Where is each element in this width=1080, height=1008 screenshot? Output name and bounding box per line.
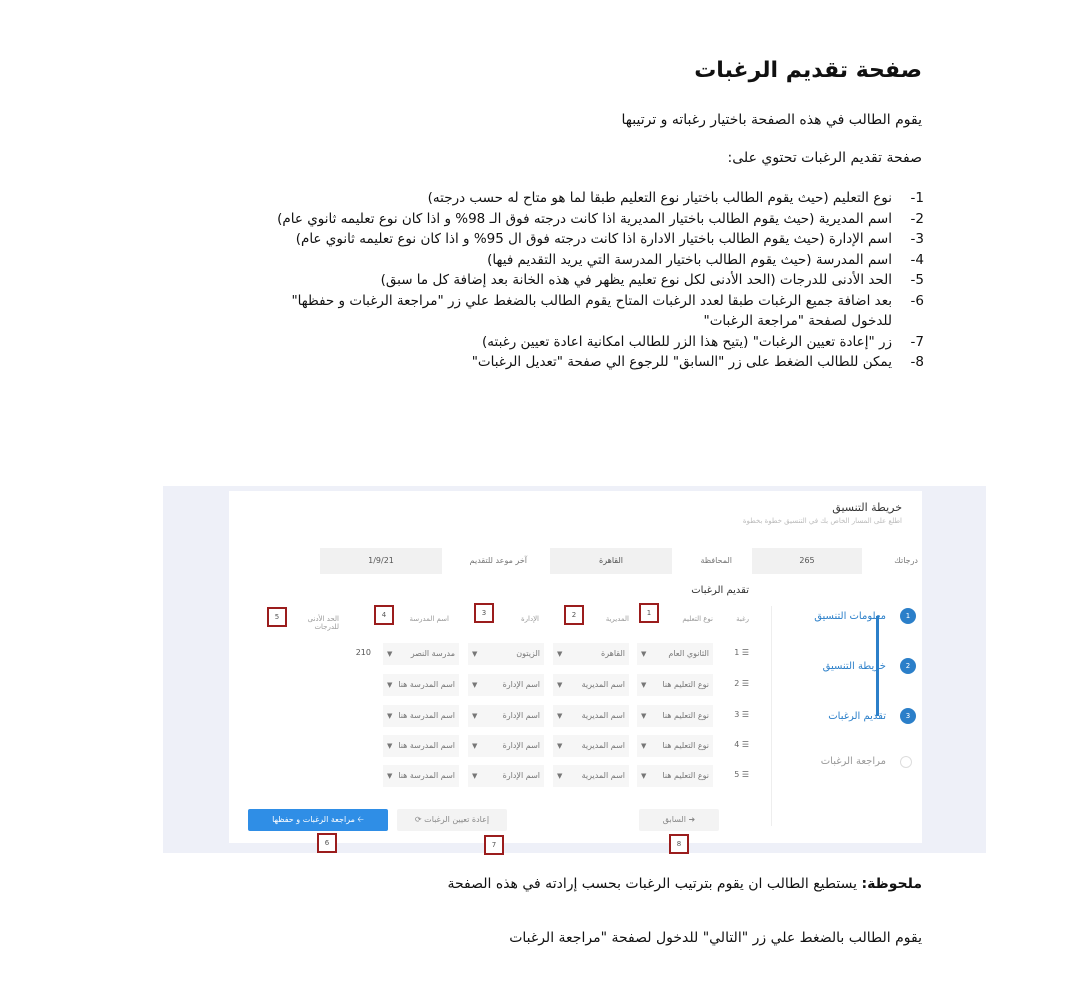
- chevron-down-icon: ▼: [557, 650, 563, 658]
- deadline-value: 1/9/21: [320, 548, 442, 574]
- school-select[interactable]: مدرسة النصر ▼: [383, 643, 459, 665]
- list-item: -8 يمكن للطالب الضغط على زر "السابق" للرجوع الي صفحة "تعديل الرغبات": [471, 354, 924, 370]
- annotation-badge: 4: [374, 605, 394, 625]
- col-school: اسم المدرسة: [409, 615, 449, 623]
- table-row[interactable]: [249, 735, 749, 757]
- directorate-select[interactable]: اسم المديرية ▼: [553, 735, 629, 757]
- col-type: نوع التعليم: [682, 615, 713, 623]
- chevron-down-icon: ▼: [387, 712, 393, 720]
- intro-text: يقوم الطالب في هذه الصفحة باختيار رغباته و ترتيبها: [621, 112, 922, 128]
- wishes-title: تقديم الرغبات: [691, 585, 749, 596]
- school-select[interactable]: اسم المدرسة هنا ▼: [383, 674, 459, 696]
- panel-title: خريطة التنسيق: [832, 501, 902, 514]
- step-dot: 2: [900, 658, 916, 674]
- review-save-button[interactable]: 🡠 مراجعة الرغبات و حفظها: [248, 809, 388, 831]
- chevron-down-icon: ▼: [641, 772, 647, 780]
- step-review[interactable]: مراجعة الرغبات: [821, 756, 886, 767]
- page-title: صفحة تقديم الرغبات: [694, 58, 922, 83]
- type-select[interactable]: الثانوي العام ▼: [637, 643, 713, 665]
- governorate-value: القاهرة: [550, 548, 672, 574]
- annotation-badge: 6: [317, 833, 337, 853]
- step-dot: 1: [900, 608, 916, 624]
- annotation-badge: 2: [564, 605, 584, 625]
- annotation-badge: 7: [484, 835, 504, 855]
- chevron-down-icon: ▼: [472, 650, 478, 658]
- row-handle[interactable]: ☰ 1: [734, 648, 749, 657]
- admin-select[interactable]: اسم الإدارة ▼: [468, 735, 544, 757]
- annotation-badge: 3: [474, 603, 494, 623]
- type-select[interactable]: نوع التعليم هنا ▼: [637, 765, 713, 787]
- row-handle[interactable]: ☰ 3: [734, 710, 749, 719]
- school-select[interactable]: اسم المدرسة هنا ▼: [383, 705, 459, 727]
- step-info[interactable]: معلومات التنسيق 1: [814, 611, 886, 622]
- chevron-down-icon: ▼: [557, 772, 563, 780]
- chevron-down-icon: ▼: [641, 712, 647, 720]
- table-row[interactable]: [249, 643, 749, 665]
- chevron-down-icon: ▼: [387, 650, 393, 658]
- chevron-down-icon: ▼: [557, 742, 563, 750]
- info-row: [249, 548, 922, 574]
- score-value: 265: [752, 548, 862, 574]
- chevron-down-icon: ▼: [472, 712, 478, 720]
- list-item: -4 اسم المدرسة (حيث يقوم الطالب باختيار المدرسة التي يريد التقديم فيها): [487, 251, 924, 268]
- directorate-select[interactable]: القاهرة ▼: [553, 643, 629, 665]
- admin-select[interactable]: الزيتون ▼: [468, 643, 544, 665]
- annotation-badge: 8: [669, 834, 689, 854]
- deadline-label: آخر موعد للتقديم: [469, 556, 527, 565]
- table-row[interactable]: [249, 765, 749, 787]
- chevron-down-icon: ▼: [641, 681, 647, 689]
- school-select[interactable]: اسم المدرسة هنا ▼: [383, 735, 459, 757]
- annotation-badge: 5: [267, 607, 287, 627]
- score-label: درجاتك: [894, 556, 918, 565]
- list-item: -2 اسم المديرية (حيث يقوم الطالب باختيار المديرية اذا كانت درجته فوق الـ 98% و اذا كان نوع تعليمه ثانوي عام): [277, 210, 924, 227]
- admin-select[interactable]: اسم الإدارة ▼: [468, 674, 544, 696]
- type-select[interactable]: نوع التعليم هنا ▼: [637, 705, 713, 727]
- list-item: -7 زر "إعادة تعيين الرغبات" (يتيح هذا الزر للطالب امكانية اعادة تعيين رغبته): [482, 333, 924, 350]
- annotation-badge: 1: [639, 603, 659, 623]
- row-handle[interactable]: ☰ 5: [734, 770, 749, 779]
- note: [447, 876, 922, 892]
- refresh-icon: ⟳: [414, 815, 425, 824]
- chevron-down-icon: ▼: [387, 772, 393, 780]
- directorate-select[interactable]: اسم المديرية ▼: [553, 705, 629, 727]
- panel-subtitle: اطلع على المسار الخاص بك في التنسيق خطوة بخطوة: [742, 517, 902, 525]
- chevron-down-icon: ▼: [641, 742, 647, 750]
- row-handle[interactable]: ☰ 2: [734, 679, 749, 688]
- table-row[interactable]: [249, 674, 749, 696]
- reset-wishes-button[interactable]: إعادة تعيين الرغبات ⟳: [397, 809, 507, 831]
- list-item: -3 اسم الإدارة (حيث يقوم الطالب باختيار الادارة اذا كانت درجته فوق ال 95% و اذا كان نوع تعليمه ثانوي عام): [295, 231, 924, 247]
- directorate-select[interactable]: اسم المديرية ▼: [553, 765, 629, 787]
- list-item: -6 بعد اضافة جميع الرغبات طبقا لعدد الرغبات المتاح يقوم الطالب بالضغط علي زر "مراجعة الرغبات و حفظها" للدخول لصفحة "مراجعة الرغبات": [291, 292, 924, 329]
- coordination-panel: [229, 491, 922, 849]
- step-map[interactable]: خريطة التنسيق 2: [823, 661, 886, 672]
- chevron-down-icon: ▼: [641, 650, 647, 658]
- features-list: [277, 188, 924, 373]
- arrow-left-icon: 🡠: [354, 815, 364, 824]
- admin-select[interactable]: اسم الإدارة ▼: [468, 765, 544, 787]
- col-admin: الإدارة: [520, 615, 539, 623]
- type-select[interactable]: نوع التعليم هنا ▼: [637, 735, 713, 757]
- step-dot: [900, 756, 912, 768]
- list-item: -1 نوع التعليم (حيث يقوم الطالب باختيار نوع التعليم طبقا لما هو متاح له حسب درجته): [427, 190, 924, 206]
- col-min-score: الحد الأدنى للدرجات: [307, 615, 339, 631]
- chevron-down-icon: ▼: [472, 681, 478, 689]
- row-handle[interactable]: ☰ 4: [734, 740, 749, 749]
- chevron-down-icon: ▼: [557, 681, 563, 689]
- step-dot: 3: [900, 708, 916, 724]
- stepper: [771, 606, 922, 826]
- arrow-right-icon: ➜: [685, 815, 696, 824]
- governorate-label: المحافظة: [700, 556, 732, 565]
- directorate-select[interactable]: اسم المديرية ▼: [553, 674, 629, 696]
- contains-label: صفحة تقديم الرغبات تحتوي على:: [727, 150, 922, 166]
- previous-button[interactable]: ➜ السابق: [639, 809, 719, 831]
- min-score: 210: [355, 648, 371, 657]
- embedded-screenshot: [163, 486, 986, 853]
- col-directorate: المديرية: [605, 615, 629, 623]
- admin-select[interactable]: اسم الإدارة ▼: [468, 705, 544, 727]
- step-wishes[interactable]: تقديم الرغبات 3: [828, 711, 886, 722]
- chevron-down-icon: ▼: [472, 742, 478, 750]
- type-select[interactable]: نوع التعليم هنا ▼: [637, 674, 713, 696]
- chevron-down-icon: ▼: [557, 712, 563, 720]
- school-select[interactable]: اسم المدرسة هنا ▼: [383, 765, 459, 787]
- next-instruction: يقوم الطالب بالضغط علي زر "التالي" للدخول لصفحة "مراجعة الرغبات: [509, 930, 922, 946]
- col-wish: رغبة: [736, 615, 749, 623]
- table-row[interactable]: [249, 705, 749, 727]
- wishes-section: [249, 585, 749, 815]
- chevron-down-icon: ▼: [387, 681, 393, 689]
- note-label: ملحوظة:: [861, 876, 922, 892]
- list-item: -5 الحد الأدنى للدرجات (الحد الأدنى لكل نوع تعليم يظهر في هذه الخانة بعد إضافة كل ما سبق): [380, 272, 924, 288]
- chevron-down-icon: ▼: [472, 772, 478, 780]
- chevron-down-icon: ▼: [387, 742, 393, 750]
- note-text: يستطيع الطالب ان يقوم بترتيب الرغبات بحسب إرادته في هذه الصفحة: [447, 876, 862, 892]
